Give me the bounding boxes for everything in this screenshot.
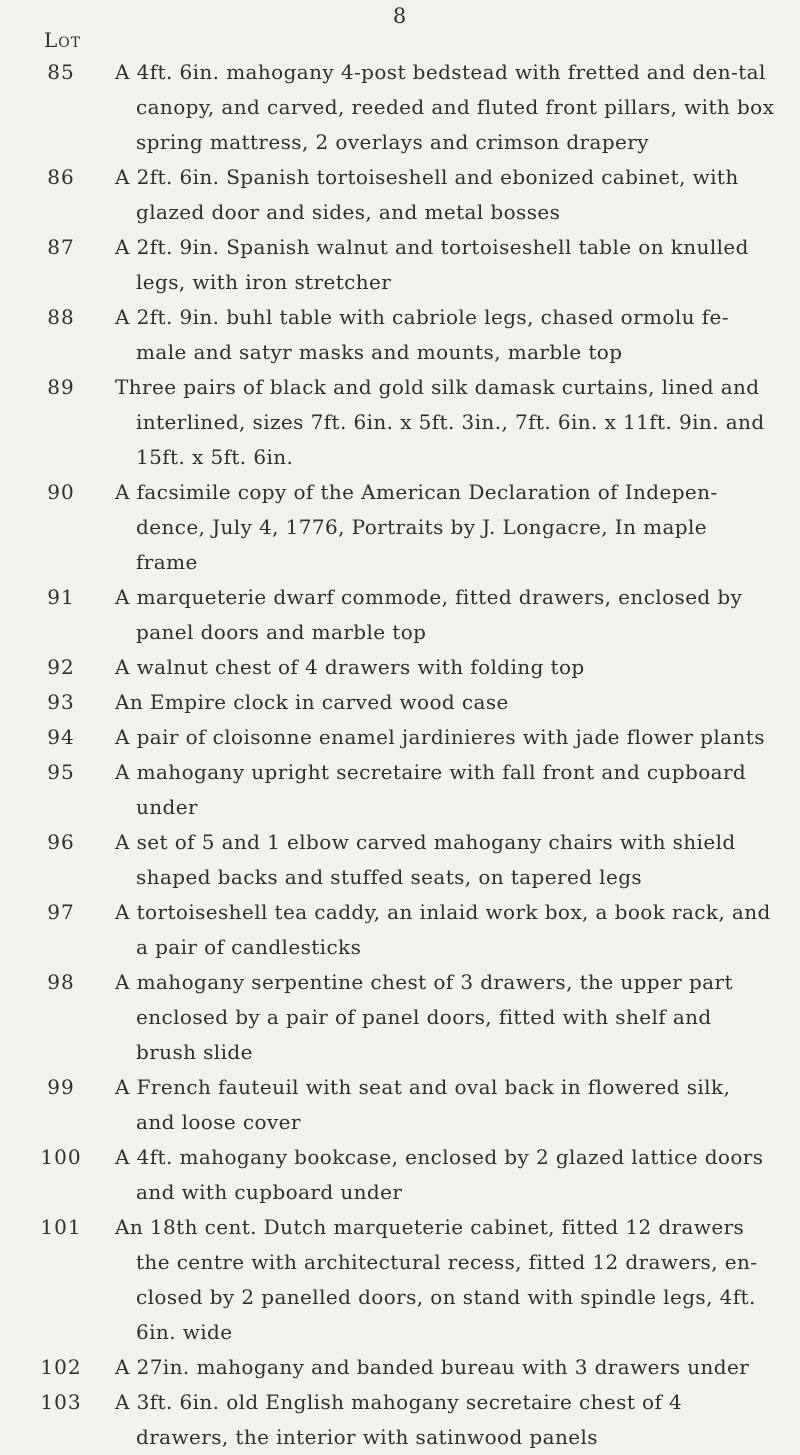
lot-description: An 18th cent. Dutch marqueterie cabinet, fitted 12 drawers the centre with architectural recess, fitted 12 drawers, en-closed by 2 panelled doors, on stand with spindle legs, 4ft. 6in. wide xyxy=(115,1215,758,1344)
lot-number: 100 xyxy=(40,1145,82,1169)
lot-number: 97 xyxy=(47,900,75,924)
lot-entry xyxy=(0,650,800,685)
lot-number: 95 xyxy=(47,760,75,784)
lot-number: 103 xyxy=(40,1390,82,1414)
lot-entry xyxy=(0,160,800,230)
lot-list xyxy=(0,55,800,1455)
lot-description: A 4ft. mahogany bookcase, enclosed by 2 glazed lattice doors and with cupboard under xyxy=(115,1145,764,1204)
lot-entry xyxy=(0,230,800,300)
lot-description: A 3ft. 6in. old English mahogany secretaire chest of 4 drawers, the interior with satinwood panels xyxy=(115,1390,683,1449)
lot-entry xyxy=(0,370,800,475)
lot-description: A 2ft. 9in. Spanish walnut and tortoiseshell table on knulled legs, with iron stretcher xyxy=(115,235,749,294)
lot-entry xyxy=(0,895,800,965)
lot-number: 92 xyxy=(47,655,75,679)
lot-number: 102 xyxy=(40,1355,82,1379)
lot-description: A 27in. mahogany and banded bureau with 3 drawers under xyxy=(115,1355,750,1379)
lot-number: 91 xyxy=(47,585,75,609)
lot-number: 98 xyxy=(47,970,75,994)
lot-description: A French fauteuil with seat and oval back in flowered silk, and loose cover xyxy=(115,1075,731,1134)
lot-description: A 2ft. 6in. Spanish tortoiseshell and ebonized cabinet, with glazed door and sides, and metal bosses xyxy=(115,165,739,224)
lot-entry xyxy=(0,1140,800,1210)
lot-entry xyxy=(0,300,800,370)
lot-description: An Empire clock in carved wood case xyxy=(115,690,509,714)
lot-description: A mahogany serpentine chest of 3 drawers, the upper part enclosed by a pair of panel doors, fitted with shelf and brush slide xyxy=(115,970,733,1064)
lot-number: 87 xyxy=(47,235,75,259)
lot-entry xyxy=(0,1210,800,1350)
lot-entry xyxy=(0,685,800,720)
lot-entry xyxy=(0,720,800,755)
lot-entry xyxy=(0,580,800,650)
lot-number: 90 xyxy=(47,480,75,504)
lot-number: 86 xyxy=(47,165,75,189)
lot-description: A mahogany upright secretaire with fall front and cupboard under xyxy=(115,760,747,819)
lot-description: A facsimile copy of the American Declaration of Indepen-dence, July 4, 1776, Portraits by J. Longacre, In maple frame xyxy=(115,480,718,574)
lot-entry xyxy=(0,55,800,160)
lot-entry xyxy=(0,825,800,895)
lot-number: 94 xyxy=(47,725,75,749)
lot-description: Three pairs of black and gold silk damask curtains, lined and interlined, sizes 7ft. 6in. x 5ft. 3in., 7ft. 6in. x 11ft. 9in. and 15ft. x 5ft. 6in. xyxy=(115,375,765,469)
lot-entry xyxy=(0,475,800,580)
lot-number: 85 xyxy=(47,60,75,84)
lot-description: A 4ft. 6in. mahogany 4-post bedstead with fretted and den-tal canopy, and carved, reeded and fluted front pillars, with box spring mattress, 2 overlays and crimson drapery xyxy=(115,60,775,154)
lot-description: A set of 5 and 1 elbow carved mahogany chairs with shield shaped backs and stuffed seats, on tapered legs xyxy=(115,830,736,889)
lot-number: 93 xyxy=(47,690,75,714)
lot-description: A tortoiseshell tea caddy, an inlaid work box, a book rack, and a pair of candlesticks xyxy=(115,900,771,959)
lot-description: A walnut chest of 4 drawers with folding top xyxy=(115,655,585,679)
lot-description: A marqueterie dwarf commode, fitted drawers, enclosed by panel doors and marble top xyxy=(115,585,743,644)
lot-entry xyxy=(0,755,800,825)
lot-entry xyxy=(0,965,800,1070)
lot-number: 89 xyxy=(47,375,75,399)
lot-entry xyxy=(0,1070,800,1140)
lot-description: A 2ft. 9in. buhl table with cabriole legs, chased ormolu fe-male and satyr masks and mounts, marble top xyxy=(115,305,729,364)
lot-number: 88 xyxy=(47,305,75,329)
lot-entry xyxy=(0,1385,800,1455)
lot-description: A pair of cloisonne enamel jardinieres with jade flower plants xyxy=(115,725,765,749)
lot-number: 96 xyxy=(47,830,75,854)
page-number: 8 xyxy=(392,4,408,28)
lot-number: 101 xyxy=(40,1215,82,1239)
lot-number: 99 xyxy=(47,1075,75,1099)
lot-column-heading: Lot xyxy=(44,28,82,52)
lot-entry xyxy=(0,1350,800,1385)
